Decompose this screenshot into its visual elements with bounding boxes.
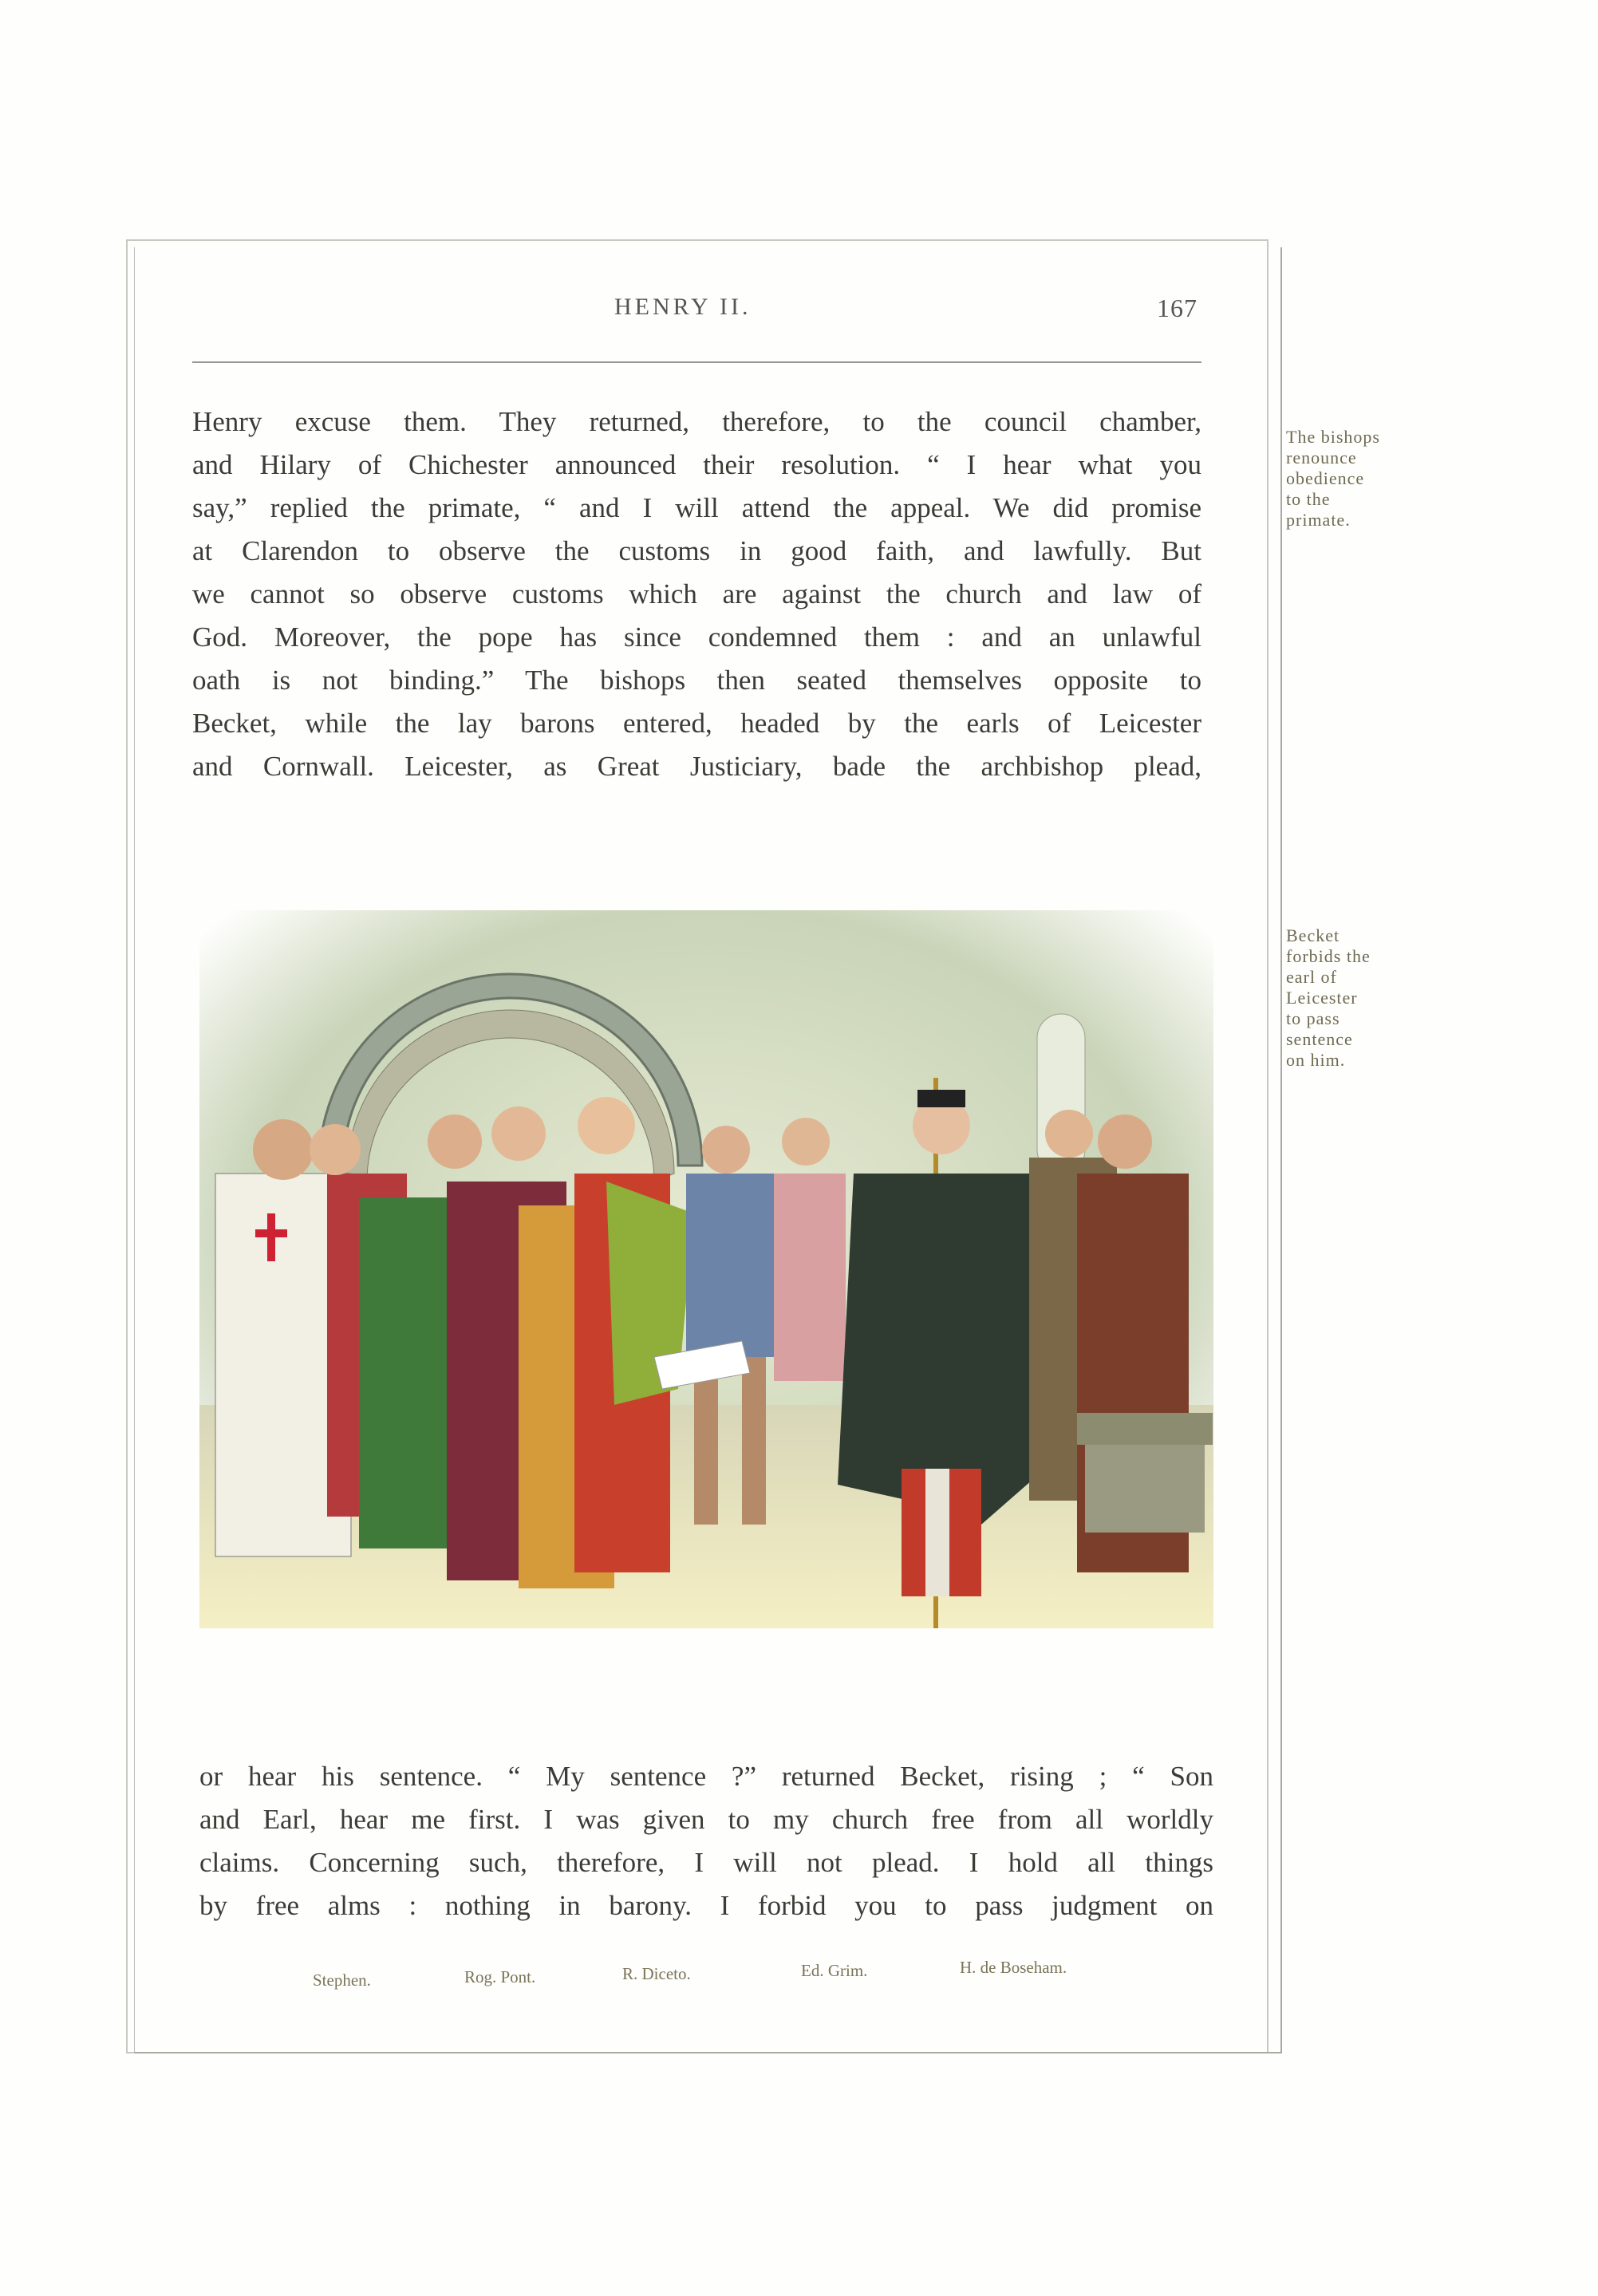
margin-note-bishops (1286, 427, 1380, 531)
text-line: at Clarendon to observe the customs in good faith, and lawfully. But (192, 535, 1201, 566)
text-line: God. Moreover, the pope has since condemned them : and an unlawful (192, 621, 1201, 653)
note-line: forbids the (1286, 946, 1371, 966)
text-line: and Earl, hear me first. I was given to my church free from all worldly (199, 1804, 1213, 1835)
illustration-becket-council (199, 910, 1213, 1628)
text-line: say,” replied the primate, “ and I will attend the appeal. We did promise (192, 492, 1201, 523)
text-line: by free alms : nothing in barony. I forbid you to pass judgment on (199, 1890, 1213, 1921)
header-rule (192, 361, 1201, 363)
note-line: obedience (1286, 468, 1365, 488)
text-line: or hear his sentence. “ My sentence ?” returned Becket, rising ; “ Son (199, 1761, 1213, 1792)
note-line: on him. (1286, 1050, 1346, 1070)
text-line: Becket, while the lay barons entered, headed by the earls of Leicester (192, 708, 1201, 739)
text-line: claims. Concerning such, therefore, I will not plead. I hold all things (199, 1847, 1213, 1878)
text-line: Henry excuse them. They returned, therefore, to the council chamber, (192, 406, 1201, 437)
note-line: earl of (1286, 967, 1337, 987)
source-r-diceto: R. Diceto. (622, 1964, 691, 1983)
note-line: to the (1286, 489, 1331, 509)
text-line: and Cornwall. Leicester, as Great Justiciary, bade the archbishop plead, (192, 751, 1201, 782)
note-line: primate. (1286, 510, 1351, 530)
text-line: and Hilary of Chichester announced their resolution. “ I hear what you (192, 449, 1201, 480)
source-ed-grim: Ed. Grim. (801, 1961, 868, 1980)
source-h-de-boseham: H. de Boseham. (960, 1958, 1067, 1977)
running-title: HENRY II. (614, 294, 752, 320)
note-line: renounce (1286, 448, 1357, 467)
note-line: to pass (1286, 1008, 1340, 1028)
text-line: oath is not binding.” The bishops then seated themselves opposite to (192, 665, 1201, 696)
source-rog-pont: Rog. Pont. (464, 1967, 536, 1986)
note-line: sentence (1286, 1029, 1353, 1049)
note-line: Becket (1286, 925, 1340, 945)
source-stephen: Stephen. (313, 1971, 371, 1990)
margin-note-becket (1286, 925, 1371, 1071)
text-line: we cannot so observe customs which are against the church and law of (192, 578, 1201, 610)
body-text-top (192, 400, 1201, 788)
note-line: Leicester (1286, 988, 1358, 1008)
body-text-bottom (199, 1755, 1213, 1927)
page-number: 167 (1157, 294, 1198, 322)
note-line: The bishops (1286, 427, 1380, 447)
